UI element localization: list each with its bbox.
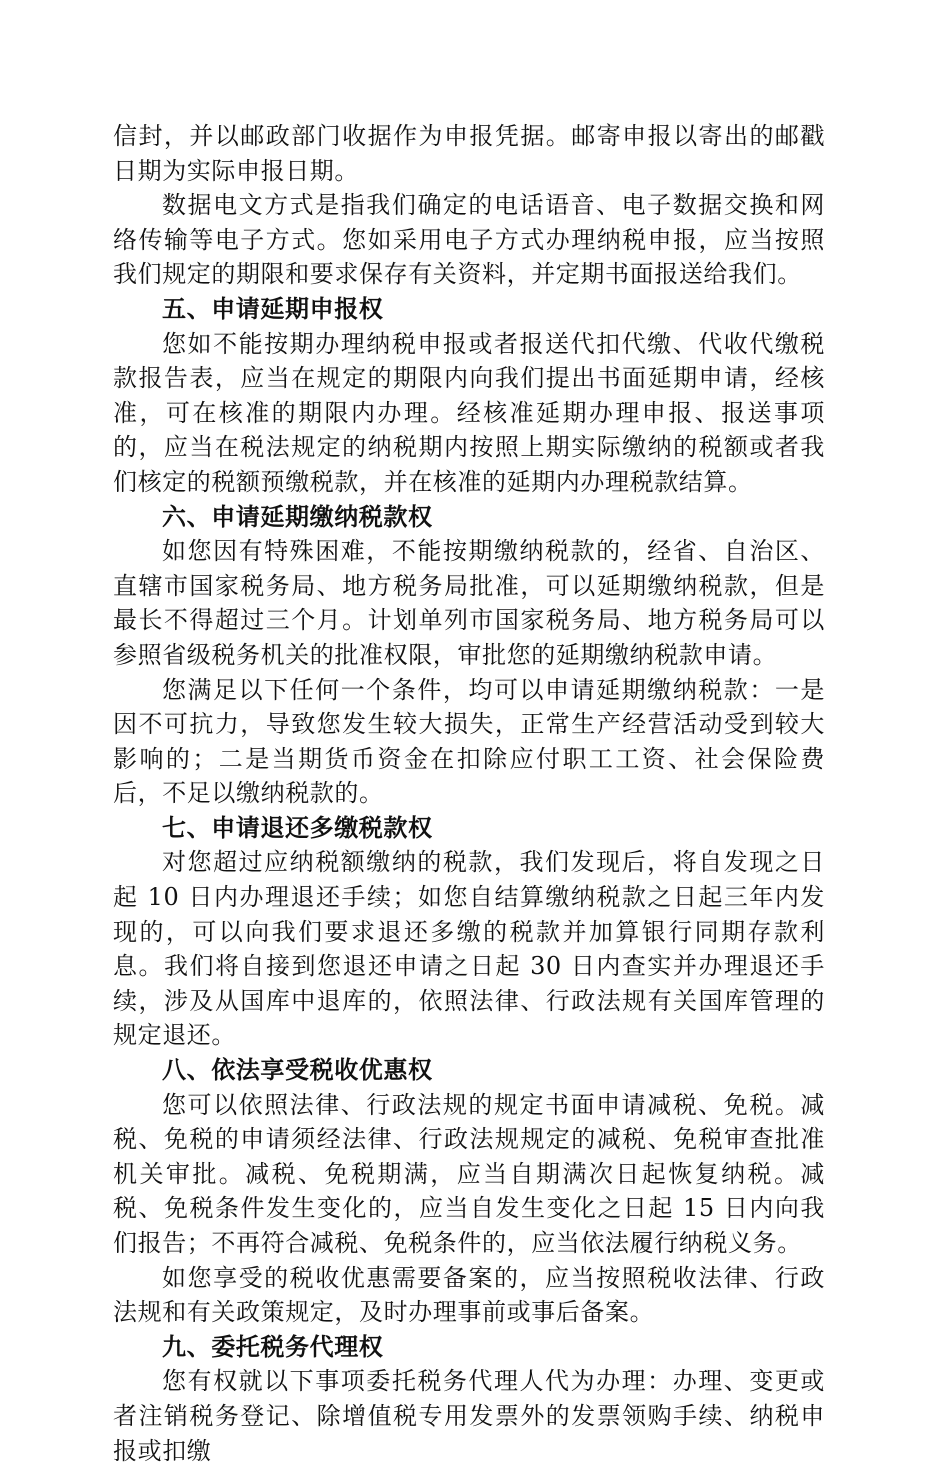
paragraph-tax-relief: 您可以依照法律、行政法规的规定书面申请减税、免税。减税、免税的申请须经法律、行政法规规定的减税、免税审查批准机关审批。减税、免税期满，应当自期满次日起恢复纳税。减税、免税条件发生变化的，应当自发生变化之日起 15 日内向我们报告；不再符合减税、免税条件的，应当依法履行纳税义务。	[113, 1090, 825, 1257]
section-heading-5: 五、申请延期申报权	[162, 293, 384, 323]
paragraph-deferred-payment: 如您因有特殊困难，不能按期缴纳税款的，经省、自治区、直辖市国家税务局、地方税务局批准，可以延期缴纳税款，但是最长不得超过三个月。计划单列市国家税务局、地方税务局可以参照省级税务机关的批准权限，审批您的延期缴纳税款申请。	[113, 537, 825, 669]
paragraph-relief-filing: 如您享受的税收优惠需要备案的，应当按照税收法律、行政法规和有关政策规定，及时办理事前或事后备案。	[113, 1263, 825, 1327]
paragraph-refund: 对您超过应纳税额缴纳的税款，我们发现后，将自发现之日起 10 日内办理退还手续；如您自结算缴纳税款之日起三年内发现的，可以向我们要求退还多缴的税款并加算银行同期存款利息。我们将自接到您退还申请之日起 30 日内查实并办理退还手续，涉及从国库中退库的，依照法律、行政法规有关国库管理的规定退还。	[113, 848, 825, 1050]
document-page	[113, 119, 825, 1468]
paragraph-deferred-conditions: 您满足以下任何一个条件，均可以申请延期缴纳税款：一是因不可抗力，导致您发生较大损失，正常生产经营活动受到较大影响的；二是当期货币资金在扣除应付职工工资、社会保险费后，不足以缴纳税款的。	[113, 675, 825, 808]
section-heading-8: 八、依法享受税收优惠权	[162, 1055, 433, 1085]
paragraph-tax-agent: 您有权就以下事项委托税务代理人代为办理：办理、变更或者注销税务登记、除增值税专用发票外的发票领购手续、纳税申报或扣缴	[113, 1367, 825, 1465]
section-heading-9: 九、委托税务代理权	[162, 1331, 384, 1361]
section-heading-7: 七、申请退还多缴税款权	[162, 812, 433, 842]
paragraph-electronic-filing: 数据电文方式是指我们确定的电话语音、电子数据交换和网络传输等电子方式。您如采用电子方式办理纳税申报，应当按照我们规定的期限和要求保存有关资料，并定期书面报送给我们。	[113, 191, 825, 289]
section-heading-6: 六、申请延期缴纳税款权	[162, 501, 433, 531]
paragraph-extension-filing: 您如不能按期办理纳税申报或者报送代扣代缴、代收代缴税款报告表，应当在规定的期限内向我们提出书面延期申请，经核准，可在核准的期限内办理。经核准延期办理申报、报送事项的，应当在税法规定的纳税期内按照上期实际缴纳的税额或者我们核定的税额预缴税款，并在核准的延期内办理税款结算。	[113, 329, 825, 496]
paragraph-mail-filing: 信封，并以邮政部门收据作为申报凭据。邮寄申报以寄出的邮戳日期为实际申报日期。	[113, 122, 825, 185]
